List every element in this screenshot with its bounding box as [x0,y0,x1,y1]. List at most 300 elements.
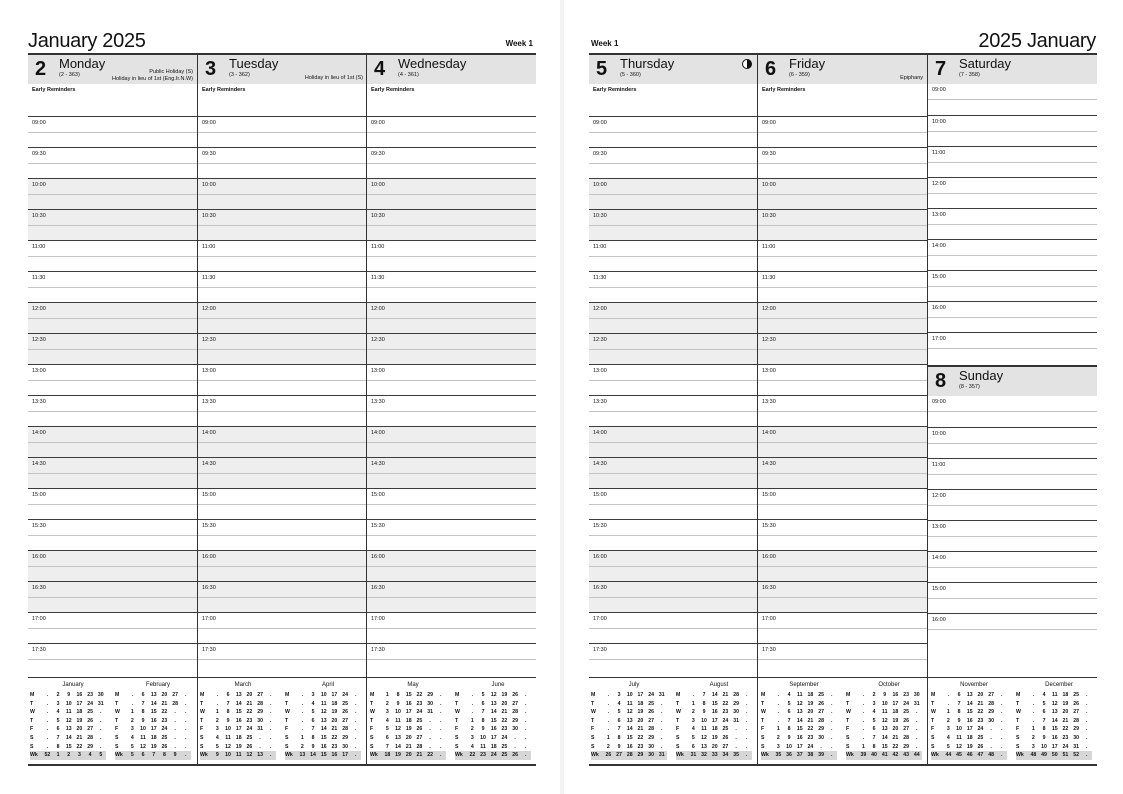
time-slot[interactable] [928,427,1097,458]
weekday-row [115,717,191,726]
time-slot[interactable] [928,396,1097,427]
time-slot[interactable] [28,581,197,612]
time-slot[interactable] [367,178,536,209]
time-slot[interactable] [758,116,927,147]
time-label: 10:30 [371,213,385,219]
date-cell: 4 [311,700,315,707]
time-label: 11:00 [371,244,385,250]
time-slot[interactable] [28,116,197,147]
date-cell: 28 [903,734,909,741]
date-cell: 4 [215,734,219,741]
time-label: 17:30 [371,647,385,653]
day-number: 5 [596,58,608,80]
time-slot[interactable] [589,302,758,333]
time-slot[interactable] [367,457,536,488]
date-cell: . [831,726,833,733]
time-slot[interactable] [589,488,758,519]
month-name: April [321,682,334,688]
time-slot[interactable] [367,395,536,426]
time-slot[interactable] [28,457,197,488]
time-slot[interactable] [758,364,927,395]
time-slot[interactable] [758,488,927,519]
date-cell: 4 [470,743,474,750]
date-cell: 16 [711,709,718,716]
time-slot[interactable] [589,364,758,395]
date-cell: 22 [722,700,729,707]
date-cell: 15 [150,709,157,716]
weekday-row [1016,734,1092,743]
time-slot[interactable] [28,178,197,209]
time-label: 12:30 [762,337,776,343]
date-cell: 22 [977,709,984,716]
row-label: W [846,709,851,716]
date-cell: 2 [872,692,876,698]
slot-divider [928,131,1097,132]
date-cell: . [746,734,748,741]
date-cell: 19 [76,717,83,724]
time-slot[interactable] [589,147,758,178]
mini-calendar [285,682,371,760]
date-cell: . [831,700,833,707]
date-cell: 15 [626,734,633,741]
time-slot[interactable] [367,147,536,178]
row-label: M [200,692,205,698]
time-slot[interactable] [758,612,927,643]
date-cell: 30 [913,692,920,698]
date-cell: 19 [235,743,242,750]
time-slot[interactable] [589,519,758,550]
time-slot[interactable] [198,612,367,643]
time-slot[interactable] [589,612,758,643]
slot-divider [589,597,758,598]
slot-divider [28,504,197,505]
time-slot[interactable] [928,270,1097,301]
time-slot[interactable] [589,271,758,302]
date-cell: 10 [65,700,72,707]
time-label: 10:00 [762,182,776,188]
day-header [198,53,367,84]
date-cell: 26 [1073,700,1079,707]
date-cell: 10 [225,726,231,733]
row-label: T [285,700,289,707]
time-slot[interactable] [198,209,367,240]
time-slot[interactable] [28,395,197,426]
row-label: Wk [285,751,297,760]
weekday-row [285,717,361,726]
time-slot[interactable] [589,240,758,271]
date-cell: 3 [130,726,134,733]
date-cell: 7 [787,717,791,724]
time-slot[interactable] [758,178,927,209]
slot-divider [28,473,197,474]
weekday-row [370,708,446,717]
slot-divider [198,504,367,505]
date-cell: 26 [246,743,253,750]
date-cell: 11 [956,734,962,741]
date-cell: 21 [405,743,412,750]
time-slot[interactable] [28,147,197,178]
time-slot[interactable] [928,332,1097,363]
time-label: 09:30 [593,151,607,157]
time-slot[interactable] [367,333,536,364]
time-slot[interactable] [758,519,927,550]
date-cell: 12 [225,743,231,750]
date-cell: 14 [395,743,401,750]
slot-divider [758,473,927,474]
time-slot[interactable] [28,426,197,457]
date-cell: 52 [42,751,53,760]
time-label: 13:30 [762,399,776,405]
time-label: 16:30 [762,585,776,591]
date-cell: 5 [691,734,695,741]
time-slot[interactable] [198,271,367,302]
weekday-row [455,717,531,726]
time-slot[interactable] [367,550,536,581]
date-cell: . [1086,692,1088,698]
date-cell: . [265,751,276,760]
time-slot[interactable] [928,613,1097,644]
date-cell: . [862,700,865,707]
date-cell: 8 [957,709,961,716]
row-label: F [591,726,595,733]
date-cell: 12 [626,709,633,716]
month-grid [676,691,752,760]
time-label: 12:30 [32,337,46,343]
time-label: 09:30 [762,151,776,157]
time-slot[interactable] [367,209,536,240]
date-cell: . [355,700,357,707]
date-cell: 8 [159,751,170,760]
date-cell: 46 [964,751,975,760]
date-cell: . [692,692,695,698]
weekday-row [761,700,837,709]
time-label: 11:00 [762,244,776,250]
day-column [28,53,197,677]
time-slot[interactable] [28,209,197,240]
time-slot[interactable] [28,643,197,674]
time-slot[interactable] [198,333,367,364]
row-label: S [846,743,850,750]
time-slot[interactable] [928,84,1097,115]
weekday-row [30,734,106,743]
date-cell: 28 [172,700,178,707]
time-slot[interactable] [758,240,927,271]
time-slot[interactable] [928,177,1097,208]
time-slot[interactable] [758,457,927,488]
time-slot[interactable] [367,643,536,674]
time-slot[interactable] [367,519,536,550]
time-slot[interactable] [367,488,536,519]
date-cell: 41 [879,751,890,760]
weekday-row [115,708,191,717]
day-header [928,53,1097,84]
date-cell: 6 [56,726,60,733]
date-cell: . [100,717,102,724]
date-cell: 26 [342,709,348,716]
early-reminders-slot[interactable] [367,84,536,116]
date-cell: . [270,734,272,741]
time-slot[interactable] [28,612,197,643]
time-slot[interactable] [928,551,1097,582]
time-slot[interactable] [758,643,927,674]
slot-divider [28,597,197,598]
weekday-row [30,717,106,726]
date-cell: 9 [141,717,145,724]
date-cell: 14 [711,692,718,698]
date-cell: 12 [320,709,327,716]
time-slot[interactable] [28,519,197,550]
time-label: 15:00 [593,492,607,498]
row-label: T [370,717,374,724]
time-slot[interactable] [589,209,758,240]
date-cell: 10 [140,726,146,733]
time-slot[interactable] [367,612,536,643]
time-slot[interactable] [367,271,536,302]
date-cell: 5 [617,709,621,716]
date-cell: . [831,709,833,716]
time-slot[interactable] [198,116,367,147]
date-cell: 23 [977,717,984,724]
time-slot[interactable] [198,457,367,488]
time-slot[interactable] [198,550,367,581]
time-label: 09:30 [371,151,385,157]
time-slot[interactable] [198,178,367,209]
date-cell: . [746,743,748,750]
time-slot[interactable] [589,178,758,209]
weekday-row [676,700,752,709]
slot-divider [758,225,927,226]
early-reminders-slot[interactable] [198,84,367,116]
date-cell: . [661,743,663,750]
date-cell: 16 [405,700,412,707]
slot-divider [367,473,536,474]
date-cell: 4 [946,734,950,741]
date-cell: 20 [977,692,984,698]
time-label: 13:00 [932,212,946,218]
date-cell: 16 [76,692,83,698]
date-cell: 2 [606,743,610,750]
row-label: T [761,700,765,707]
slot-divider [758,566,927,567]
date-cell: 24 [87,700,93,707]
time-slot[interactable] [928,239,1097,270]
row-label: F [370,726,374,733]
date-cell: . [270,726,272,733]
time-slot[interactable] [928,146,1097,177]
time-slot[interactable] [198,488,367,519]
date-cell: 34 [720,751,731,760]
date-cell: 21 [414,751,425,760]
time-slot[interactable] [198,364,367,395]
weekday-row [285,734,361,743]
date-cell: 21 [892,734,899,741]
time-slot[interactable] [28,333,197,364]
slot-divider [928,505,1097,506]
mini-calendar [676,682,762,760]
time-slot[interactable] [928,208,1097,239]
date-cell: 24 [488,751,499,760]
date-cell: . [429,717,431,724]
time-slot[interactable] [198,147,367,178]
date-cell: 18 [637,700,644,707]
row-label: S [1016,734,1020,741]
time-slot[interactable] [198,643,367,674]
time-slot[interactable] [28,271,197,302]
mini-calendar [761,682,847,760]
time-slot[interactable] [928,520,1097,551]
early-reminders-slot[interactable] [28,84,197,116]
time-label: 15:00 [32,492,46,498]
time-label: 11:30 [762,275,776,281]
date-cell: 27 [648,717,654,724]
time-slot[interactable] [198,581,367,612]
date-cell: 13 [966,692,973,698]
time-slot[interactable] [928,489,1097,520]
time-slot[interactable] [589,426,758,457]
date-cell: . [831,717,833,724]
date-cell: . [607,726,610,733]
time-slot[interactable] [589,643,758,674]
date-cell: 24 [1062,743,1069,750]
slot-divider [28,535,197,536]
time-label: 14:00 [202,430,216,436]
date-cell: 3 [872,700,876,707]
time-slot[interactable] [198,302,367,333]
time-slot[interactable] [928,301,1097,332]
date-cell: 31 [658,692,665,698]
time-slot[interactable] [28,302,197,333]
time-slot[interactable] [28,488,197,519]
date-cell: 31 [257,726,263,733]
time-slot[interactable] [928,582,1097,613]
time-slot[interactable] [367,240,536,271]
time-slot[interactable] [758,209,927,240]
date-cell: 38 [805,751,816,760]
date-cell: 9 [787,734,791,741]
weekday-row [846,717,922,726]
time-slot[interactable] [758,333,927,364]
row-label: M [30,692,35,698]
time-slot[interactable] [198,240,367,271]
time-label: 14:00 [32,430,46,436]
date-cell: 9 [1042,734,1046,741]
early-reminders-slot[interactable] [758,84,927,116]
time-slot[interactable] [198,426,367,457]
date-cell: 16 [626,743,633,750]
date-cell: . [525,692,527,698]
time-slot[interactable] [367,302,536,333]
time-slot[interactable] [28,364,197,395]
time-slot[interactable] [758,395,927,426]
time-slot[interactable] [589,395,758,426]
slot-divider [367,256,536,257]
date-cell: 14 [881,734,888,741]
date-cell: . [735,726,737,733]
date-cell: . [216,692,219,698]
date-cell: 48 [1028,751,1039,760]
date-cell: 7 [481,709,485,716]
slot-divider [198,380,367,381]
slot-divider [367,349,536,350]
slot-divider [589,225,758,226]
slot-divider [928,162,1097,163]
date-cell: . [831,734,833,741]
date-cell: 24 [501,734,508,741]
date-cell: 22 [1062,726,1069,733]
time-slot[interactable] [367,364,536,395]
date-cell: 7 [872,734,876,741]
time-slot[interactable] [758,581,927,612]
weekday-row [761,708,837,717]
day-column [367,53,536,677]
date-cell: . [1086,700,1088,707]
weekday-row [1016,725,1092,734]
date-cell: 17 [340,751,351,760]
row-label: S [761,734,765,741]
time-slot[interactable] [589,116,758,147]
time-slot[interactable] [198,395,367,426]
date-cell: 16 [1051,734,1058,741]
time-slot[interactable] [589,333,758,364]
slot-divider [928,99,1097,100]
date-cell: 20 [711,743,718,750]
weekday-row [200,734,276,743]
time-slot[interactable] [928,458,1097,489]
slot-divider [758,163,927,164]
time-slot[interactable] [758,271,927,302]
row-label: S [591,743,595,750]
date-cell: 1 [691,700,695,707]
early-reminders-slot[interactable] [589,84,758,116]
time-slot[interactable] [758,426,927,457]
date-cell: 22 [425,751,436,760]
time-slot[interactable] [198,519,367,550]
time-label: 14:30 [593,461,607,467]
time-slot[interactable] [589,457,758,488]
slot-divider [758,256,927,257]
date-cell: . [777,700,780,707]
slot-divider [758,504,927,505]
date-cell: . [746,717,748,724]
date-cell: . [607,700,610,707]
week-number-row [115,751,191,760]
time-slot[interactable] [367,426,536,457]
time-slot[interactable] [758,550,927,581]
weekday-row [200,708,276,717]
time-slot[interactable] [28,240,197,271]
time-slot[interactable] [28,550,197,581]
row-label: W [931,709,936,716]
weekday-row [370,725,446,734]
time-slot[interactable] [589,550,758,581]
date-cell: . [46,717,49,724]
holiday-note: Epiphany [900,75,923,81]
date-cell: 7 [1042,717,1046,724]
date-cell: 14 [490,709,497,716]
time-slot[interactable] [758,147,927,178]
time-slot[interactable] [367,116,536,147]
slot-divider [28,194,197,195]
date-cell: . [525,734,527,741]
date-cell: 24 [807,743,814,750]
date-cell: 13 [490,700,497,707]
time-slot[interactable] [367,581,536,612]
time-slot[interactable] [928,115,1097,146]
time-slot[interactable] [589,581,758,612]
date-cell: 12 [956,743,962,750]
time-label: 10:30 [32,213,46,219]
time-slot[interactable] [758,302,927,333]
